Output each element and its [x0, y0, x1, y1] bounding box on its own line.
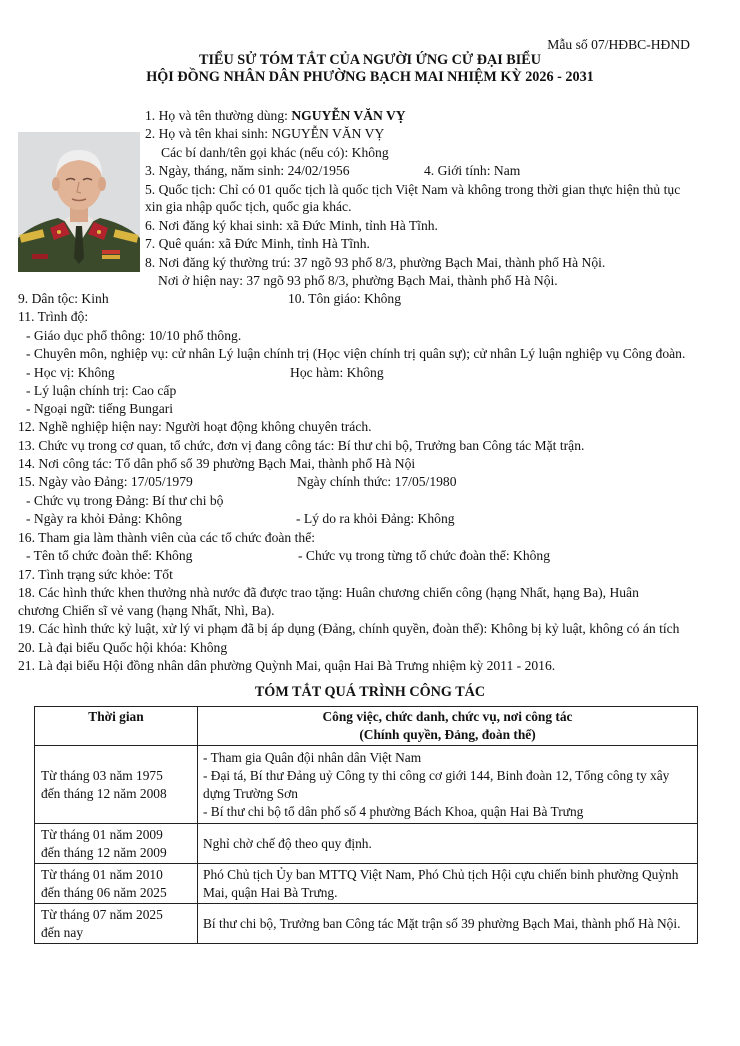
document-title-line1: TIỂU SỬ TÓM TẮT CỦA NGƯỜI ỨNG CỬ ĐẠI BIỂU [199, 52, 541, 68]
field-nationality-cont: xin gia nhập quốc tịch, quốc gia khác. [145, 199, 352, 214]
field-awards: 18. Các hình thức khen thưởng nhà nước đã được trao tặng: Huân chương chiến công (hạng Nhất, hạng Ba), Huân [18, 585, 639, 600]
portrait-image [18, 132, 140, 272]
description-line: - Bí thư chi bộ tổ dân phố số 4 phường Bách Khoa, quận Hai Bà Trưng [203, 803, 584, 819]
field-current-residence: Nơi ở hiện nay: 37 ngõ 93 phố 8/3, phường Bạch Mai, thành phố Hà Nội. [158, 273, 558, 288]
field-party-official-date: Ngày chính thức: 17/05/1980 [297, 474, 457, 489]
period-start: Từ tháng 01 năm 2010 [41, 866, 163, 882]
field-common-name [145, 107, 406, 125]
field-position: 13. Chức vụ trong cơ quan, tổ chức, đơn vị đang công tác: Bí thư chi bộ, Trưởng ban Công tác Mặt trận. [18, 438, 585, 453]
field-ethnicity: 9. Dân tộc: Kinh [18, 291, 109, 306]
field-aliases: Các bí danh/tên gọi khác (nếu có): Không [161, 145, 389, 160]
field-birth-name: 2. Họ và tên khai sinh: NGUYỄN VĂN VỴ [145, 126, 385, 141]
column-header-line2: (Chính quyền, Đảng, đoàn thể) [359, 727, 536, 742]
field-national-assembly: 20. Là đại biểu Quốc hội khóa: Không [18, 640, 228, 655]
table-row [35, 904, 698, 944]
field-discipline: 19. Các hình thức kỷ luật, xử lý vi phạm đã bị áp dụng (Đảng, chính quyền, đoàn thể): Không bị kỷ luật, không có án tích [18, 621, 680, 636]
period-end: đến tháng 12 năm 2008 [41, 785, 167, 801]
field-religion: 10. Tôn giáo: Không [288, 291, 402, 306]
period-start: Từ tháng 07 năm 2025 [41, 906, 163, 922]
column-header-line1: Công việc, chức danh, chức vụ, nơi công tác [322, 709, 573, 724]
column-header-period: Thời gian [35, 707, 198, 746]
description-cell [198, 864, 698, 904]
field-professional-qualification: - Chuyên môn, nghiệp vụ: cử nhân Lý luận chính trị (Học viện chính trị quân sự); cử nhân Lý luận nghiệp vụ Công đoàn. [26, 346, 686, 361]
form-number: Mẫu số 07/HĐBC-HĐND [547, 37, 690, 52]
table-header-row [35, 707, 698, 746]
description-line: Bí thư chi bộ, Trưởng ban Công tác Mặt trận số 39 phường Bạch Mai, thành phố Hà Nội. [203, 915, 681, 931]
description-line: Phó Chủ tịch Ủy ban MTTQ Việt Nam, Phó Chủ tịch Hội cựu chiến binh phường Quỳnh Mai, quận Hai Bà Trưng. [203, 866, 679, 900]
field-hometown: 7. Quê quán: xã Đức Minh, tỉnh Hà Tĩnh. [145, 236, 370, 251]
field-birth-registration: 6. Nơi đăng ký khai sinh: xã Đức Minh, tỉnh Hà Tĩnh. [145, 218, 438, 233]
table-row [35, 824, 698, 864]
candidate-name: NGUYỄN VĂN VỴ [291, 108, 406, 123]
field-awards-cont: chương Chiến sĩ vẻ vang (hạng Nhất, Nhì, Ba). [18, 603, 275, 618]
period-cell [35, 904, 198, 944]
field-council-history: 21. Là đại biểu Hội đồng nhân dân phường Quỳnh Mai, quận Hai Bà Trưng nhiệm kỳ 2011 - 2016. [18, 658, 556, 673]
field-party-leave-reason: - Lý do ra khỏi Đảng: Không [296, 511, 455, 526]
field-party-join-date: 15. Ngày vào Đảng: 17/05/1979 [18, 474, 193, 489]
field-date-of-birth: 3. Ngày, tháng, năm sinh: 24/02/1956 [145, 163, 350, 178]
field-general-education: - Giáo dục phổ thông: 10/10 phổ thông. [26, 328, 242, 343]
period-cell [35, 864, 198, 904]
field-occupation: 12. Nghề nghiệp hiện nay: Người hoạt động không chuyên trách. [18, 419, 372, 434]
field-organizations: 16. Tham gia làm thành viên của các tổ chức đoàn thể: [18, 530, 316, 545]
description-line: - Đại tá, Bí thư Đảng uỷ Công ty thi công cơ giới 144, Binh đoàn 12, Tổng công ty xây dựng Trường Sơn [203, 767, 670, 801]
description-line: Nghỉ chờ chế độ theo quy định. [203, 835, 372, 851]
description-cell [198, 904, 698, 944]
table-row [35, 746, 698, 824]
field-workplace: 14. Nơi công tác: Tổ dân phố số 39 phường Bạch Mai, thành phố Hà Nội [18, 456, 416, 471]
document-title-line2: HỘI ĐỒNG NHÂN DÂN PHƯỜNG BẠCH MAI NHIỆM KỲ 2026 - 2031 [146, 69, 594, 85]
field-degree: - Học vị: Không [26, 365, 115, 380]
table-row [35, 864, 698, 904]
period-end: đến nay [41, 924, 84, 940]
field-education-heading: 11. Trình độ: [18, 309, 89, 324]
field-organization-name: - Tên tổ chức đoàn thể: Không [26, 548, 193, 563]
work-history-title: TÓM TẮT QUÁ TRÌNH CÔNG TÁC [254, 684, 486, 700]
field-permanent-residence: 8. Nơi đăng ký thường trú: 37 ngõ 93 phố 8/3, phường Bạch Mai, thành phố Hà Nội. [145, 255, 606, 270]
description-cell [198, 746, 698, 824]
period-start: Từ tháng 01 năm 2009 [41, 826, 163, 842]
field-political-theory: - Lý luận chính trị: Cao cấp [26, 383, 177, 398]
period-cell [35, 746, 198, 824]
field-party-position: - Chức vụ trong Đảng: Bí thư chi bộ [26, 493, 224, 508]
field-health: 17. Tình trạng sức khỏe: Tốt [18, 567, 173, 582]
description-line: - Tham gia Quân đội nhân dân Việt Nam [203, 749, 422, 765]
candidate-portrait [18, 132, 140, 272]
field-label: 1. Họ và tên thường dùng: [145, 108, 292, 123]
field-organization-position: - Chức vụ trong từng tổ chức đoàn thể: Không [298, 548, 551, 563]
period-start: Từ tháng 03 năm 1975 [41, 767, 163, 783]
field-foreign-language: - Ngoại ngữ: tiếng Bungari [26, 401, 174, 416]
period-end: đến tháng 06 năm 2025 [41, 884, 167, 900]
field-gender: 4. Giới tính: Nam [424, 163, 521, 178]
field-party-leave-date: - Ngày ra khỏi Đảng: Không [26, 511, 182, 526]
period-cell [35, 824, 198, 864]
field-academic-title: Học hàm: Không [290, 365, 384, 380]
field-nationality: 5. Quốc tịch: Chỉ có 01 quốc tịch là quốc tịch Việt Nam và không trong thời gian thực hiện thủ tục [145, 182, 681, 197]
work-history-table [34, 706, 698, 944]
period-end: đến tháng 12 năm 2009 [41, 844, 167, 860]
column-header-description [198, 707, 698, 746]
description-cell [198, 824, 698, 864]
